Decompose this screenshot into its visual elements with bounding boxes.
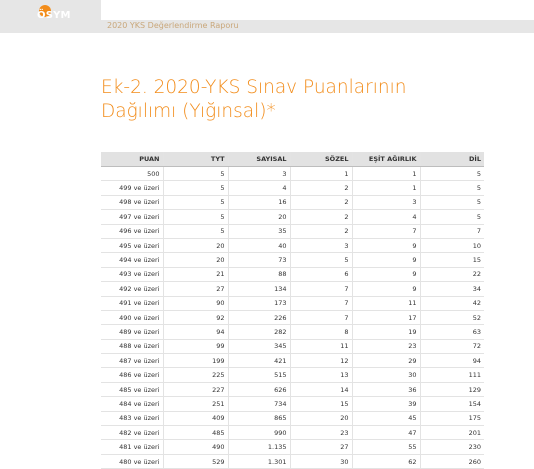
- cell-esit-agirlik: 23: [352, 339, 420, 353]
- cell-esit-agirlik: 17: [352, 310, 420, 324]
- column-header-tyt: TYT: [163, 152, 228, 167]
- cell-sayisal: 40: [228, 238, 290, 252]
- cell-esit-agirlik: 19: [352, 325, 420, 339]
- cell-tyt: 21: [163, 267, 228, 281]
- cell-sozel: 7: [290, 296, 352, 310]
- osym-logo: [0, 0, 101, 33]
- cell-esit-agirlik: 9: [352, 253, 420, 267]
- cell-sozel: 30: [290, 454, 352, 468]
- cell-tyt: 94: [163, 325, 228, 339]
- cell-sayisal: 20: [228, 210, 290, 224]
- score-distribution-table: [101, 152, 484, 469]
- cell-tyt: 27: [163, 282, 228, 296]
- cell-puan: 487 ve üzeri: [101, 354, 163, 368]
- table-body: [101, 167, 484, 469]
- cell-puan: 491 ve üzeri: [101, 296, 163, 310]
- cell-sayisal: 990: [228, 426, 290, 440]
- cell-dil: 42: [420, 296, 484, 310]
- cell-puan: 500: [101, 167, 163, 181]
- cell-sozel: 2: [290, 181, 352, 195]
- table-row: [101, 267, 484, 281]
- cell-esit-agirlik: 62: [352, 454, 420, 468]
- cell-tyt: 409: [163, 411, 228, 425]
- cell-tyt: 90: [163, 296, 228, 310]
- cell-esit-agirlik: 4: [352, 210, 420, 224]
- cell-sozel: 2: [290, 224, 352, 238]
- cell-tyt: 199: [163, 354, 228, 368]
- cell-puan: 492 ve üzeri: [101, 282, 163, 296]
- table-row: [101, 310, 484, 324]
- cell-esit-agirlik: 11: [352, 296, 420, 310]
- table-row: [101, 382, 484, 396]
- cell-puan: 498 ve üzeri: [101, 195, 163, 209]
- cell-sayisal: 345: [228, 339, 290, 353]
- cell-dil: 5: [420, 210, 484, 224]
- cell-sozel: 2: [290, 210, 352, 224]
- cell-sozel: 14: [290, 382, 352, 396]
- cell-dil: 10: [420, 238, 484, 252]
- cell-dil: 201: [420, 426, 484, 440]
- table-row: [101, 411, 484, 425]
- cell-dil: 72: [420, 339, 484, 353]
- cell-dil: 154: [420, 397, 484, 411]
- table-row: [101, 238, 484, 252]
- cell-sozel: 15: [290, 397, 352, 411]
- cell-sozel: 7: [290, 282, 352, 296]
- cell-sayisal: 16: [228, 195, 290, 209]
- cell-puan: 480 ve üzeri: [101, 454, 163, 468]
- cell-sozel: 1: [290, 167, 352, 181]
- cell-dil: 111: [420, 368, 484, 382]
- cell-sayisal: 865: [228, 411, 290, 425]
- cell-tyt: 5: [163, 195, 228, 209]
- cell-esit-agirlik: 39: [352, 397, 420, 411]
- cell-tyt: 92: [163, 310, 228, 324]
- cell-esit-agirlik: 7: [352, 224, 420, 238]
- cell-dil: 230: [420, 440, 484, 454]
- report-title: 2020 YKS Değerlendirme Raporu: [107, 21, 239, 30]
- cell-dil: 52: [420, 310, 484, 324]
- cell-sayisal: 626: [228, 382, 290, 396]
- column-header-esit-agirlik: EŞİT AĞIRLIK: [352, 152, 420, 167]
- cell-dil: 94: [420, 354, 484, 368]
- cell-puan: 485 ve üzeri: [101, 382, 163, 396]
- cell-sayisal: 3: [228, 167, 290, 181]
- cell-sozel: 11: [290, 339, 352, 353]
- cell-sozel: 2: [290, 195, 352, 209]
- cell-sozel: 5: [290, 253, 352, 267]
- report-title-strip: [101, 20, 534, 33]
- cell-sozel: 8: [290, 325, 352, 339]
- cell-dil: 5: [420, 195, 484, 209]
- cell-puan: 483 ve üzeri: [101, 411, 163, 425]
- cell-sayisal: 734: [228, 397, 290, 411]
- cell-dil: 5: [420, 181, 484, 195]
- table-row: [101, 167, 484, 181]
- cell-dil: 34: [420, 282, 484, 296]
- cell-sayisal: 226: [228, 310, 290, 324]
- cell-puan: 482 ve üzeri: [101, 426, 163, 440]
- cell-tyt: 20: [163, 253, 228, 267]
- table-row: [101, 282, 484, 296]
- cell-dil: 22: [420, 267, 484, 281]
- cell-tyt: 529: [163, 454, 228, 468]
- page-header: [0, 0, 534, 33]
- cell-esit-agirlik: 30: [352, 368, 420, 382]
- cell-esit-agirlik: 45: [352, 411, 420, 425]
- cell-sayisal: 282: [228, 325, 290, 339]
- cell-sozel: 6: [290, 267, 352, 281]
- cell-dil: 5: [420, 167, 484, 181]
- cell-sayisal: 173: [228, 296, 290, 310]
- cell-esit-agirlik: 1: [352, 167, 420, 181]
- column-header-puan: PUAN: [101, 152, 163, 167]
- cell-sayisal: 73: [228, 253, 290, 267]
- cell-sayisal: 515: [228, 368, 290, 382]
- cell-tyt: 490: [163, 440, 228, 454]
- cell-puan: 496 ve üzeri: [101, 224, 163, 238]
- cell-sozel: 27: [290, 440, 352, 454]
- cell-puan: 494 ve üzeri: [101, 253, 163, 267]
- logo-text: ÖSYM: [37, 10, 71, 21]
- cell-sayisal: 1.301: [228, 454, 290, 468]
- cell-puan: 495 ve üzeri: [101, 238, 163, 252]
- cell-sayisal: 88: [228, 267, 290, 281]
- cell-tyt: 5: [163, 224, 228, 238]
- table-row: [101, 397, 484, 411]
- cell-dil: 175: [420, 411, 484, 425]
- cell-tyt: 99: [163, 339, 228, 353]
- column-header-sozel: SÖZEL: [290, 152, 352, 167]
- cell-puan: 489 ve üzeri: [101, 325, 163, 339]
- table-header-row: [101, 152, 484, 167]
- cell-dil: 15: [420, 253, 484, 267]
- cell-dil: 7: [420, 224, 484, 238]
- cell-sayisal: 4: [228, 181, 290, 195]
- cell-dil: 129: [420, 382, 484, 396]
- cell-esit-agirlik: 55: [352, 440, 420, 454]
- cell-esit-agirlik: 29: [352, 354, 420, 368]
- cell-puan: 499 ve üzeri: [101, 181, 163, 195]
- table-row: [101, 224, 484, 238]
- cell-tyt: 485: [163, 426, 228, 440]
- cell-sozel: 12: [290, 354, 352, 368]
- cell-puan: 484 ve üzeri: [101, 397, 163, 411]
- cell-tyt: 225: [163, 368, 228, 382]
- cell-puan: 493 ve üzeri: [101, 267, 163, 281]
- table-row: [101, 354, 484, 368]
- column-header-sayisal: SAYISAL: [228, 152, 290, 167]
- cell-esit-agirlik: 1: [352, 181, 420, 195]
- table-row: [101, 426, 484, 440]
- cell-sozel: 3: [290, 238, 352, 252]
- table-row: [101, 440, 484, 454]
- cell-esit-agirlik: 47: [352, 426, 420, 440]
- column-header-dil: DİL: [420, 152, 484, 167]
- cell-tyt: 227: [163, 382, 228, 396]
- cell-puan: 488 ve üzeri: [101, 339, 163, 353]
- cell-sayisal: 1.135: [228, 440, 290, 454]
- cell-tyt: 251: [163, 397, 228, 411]
- cell-sayisal: 35: [228, 224, 290, 238]
- table-row: [101, 195, 484, 209]
- cell-tyt: 20: [163, 238, 228, 252]
- cell-dil: 260: [420, 454, 484, 468]
- cell-dil: 63: [420, 325, 484, 339]
- table-row: [101, 296, 484, 310]
- cell-puan: 490 ve üzeri: [101, 310, 163, 324]
- cell-tyt: 5: [163, 181, 228, 195]
- cell-tyt: 5: [163, 210, 228, 224]
- cell-esit-agirlik: 9: [352, 238, 420, 252]
- cell-sayisal: 421: [228, 354, 290, 368]
- table-row: [101, 368, 484, 382]
- cell-puan: 486 ve üzeri: [101, 368, 163, 382]
- cell-puan: 481 ve üzeri: [101, 440, 163, 454]
- cell-esit-agirlik: 9: [352, 282, 420, 296]
- table-row: [101, 325, 484, 339]
- cell-esit-agirlik: 3: [352, 195, 420, 209]
- table-row: [101, 253, 484, 267]
- cell-puan: 497 ve üzeri: [101, 210, 163, 224]
- cell-sozel: 23: [290, 426, 352, 440]
- cell-sozel: 20: [290, 411, 352, 425]
- section-title: Ek-2. 2020-YKS Sınav Puanlarının Dağılımı (Yığınsal)*: [101, 77, 407, 122]
- cell-esit-agirlik: 36: [352, 382, 420, 396]
- table-row: [101, 181, 484, 195]
- table-row: [101, 339, 484, 353]
- cell-sozel: 7: [290, 310, 352, 324]
- cell-sozel: 13: [290, 368, 352, 382]
- cell-esit-agirlik: 9: [352, 267, 420, 281]
- cell-tyt: 5: [163, 167, 228, 181]
- cell-sayisal: 134: [228, 282, 290, 296]
- table-row: [101, 210, 484, 224]
